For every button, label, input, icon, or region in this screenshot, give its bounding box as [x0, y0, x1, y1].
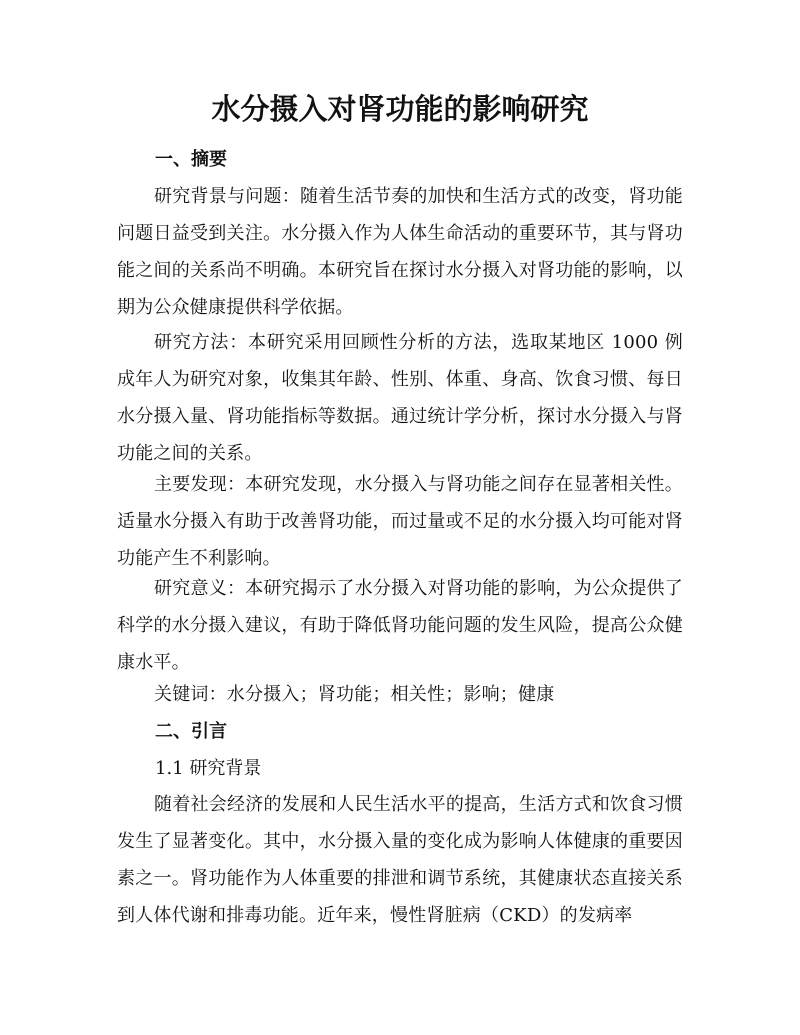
- keywords-line: 关键词：水分摄入；肾功能；相关性；影响；健康: [154, 684, 555, 705]
- document-title: 水分摄入对肾功能的影响研究: [211, 92, 589, 126]
- introduction-paragraph: 随着社会经济的发展和人民生活水平的提高，生活方式和饮食习惯发生了显著变化。其中，水分摄入量的变化成为影响人体健康的重要因素之一。肾功能作为人体重要的排泄和调节系统，其健康状态直接关系到人体代谢和排毒功能。近年来，慢性肾脏病（CKD）的发病率: [117, 794, 683, 926]
- abstract-heading: 一、摘要: [155, 149, 227, 170]
- abstract-methods-paragraph: 研究方法：本研究采用回顾性分析的方法，选取某地区 1000 例成年人为研究对象，收集其年龄、性别、体重、身高、饮食习惯、每日水分摄入量、肾功能指标等数据。通过统计学分析，探讨水分摄入与肾功能之间的关系。: [117, 332, 683, 464]
- abstract-findings-paragraph: 主要发现：本研究发现，水分摄入与肾功能之间存在显著相关性。适量水分摄入有助于改善肾功能，而过量或不足的水分摄入均可能对肾功能产生不利影响。: [117, 474, 683, 569]
- research-background-subheading: 1.1 研究背景: [155, 758, 262, 779]
- abstract-background-paragraph: 研究背景与问题：随着生活节奏的加快和生活方式的改变，肾功能问题日益受到关注。水分摄入作为人体生命活动的重要环节，其与肾功能之间的关系尚不明确。本研究旨在探讨水分摄入对肾功能的影响，以期为公众健康提供科学依据。: [117, 186, 683, 318]
- introduction-heading: 二、引言: [155, 721, 227, 742]
- abstract-significance-paragraph: 研究意义：本研究揭示了水分摄入对肾功能的影响，为公众提供了科学的水分摄入建议，有助于降低肾功能问题的发生风险，提高公众健康水平。: [117, 578, 683, 673]
